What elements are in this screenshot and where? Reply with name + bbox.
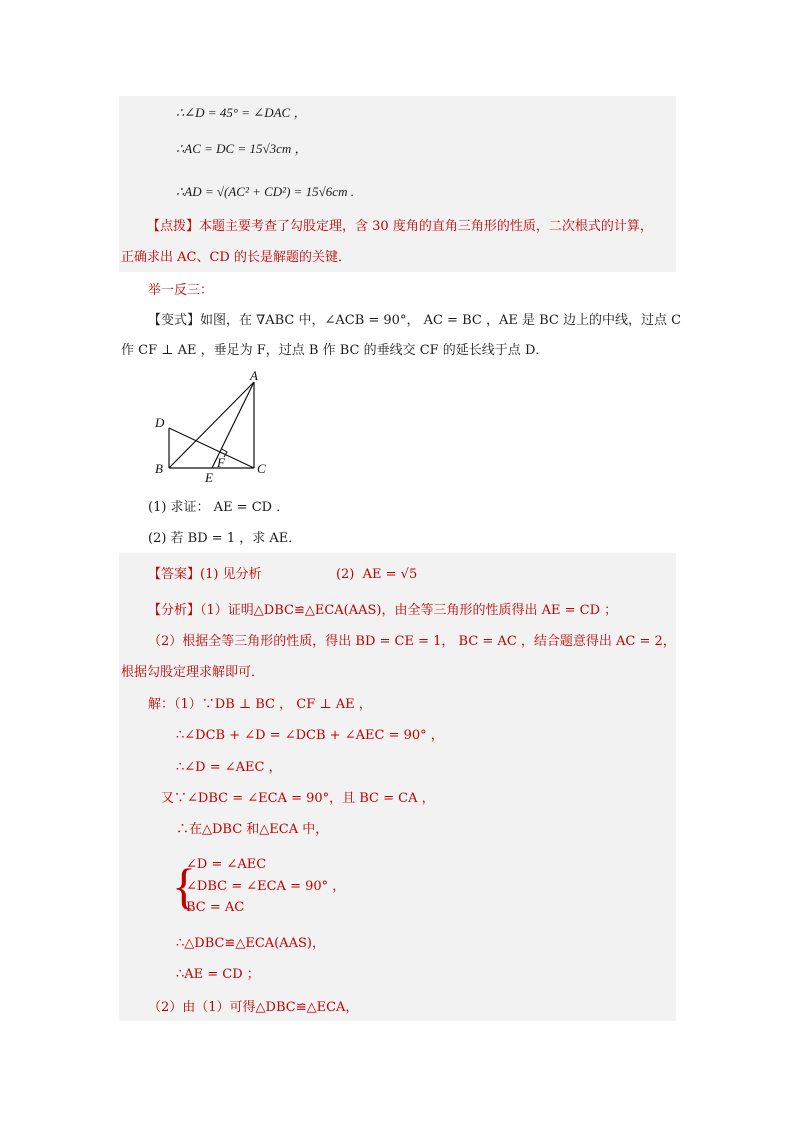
tip-line-1	[147, 218, 653, 236]
brace-line-2: ∠DBC = ∠ECA = 90° ，	[186, 879, 346, 894]
answer-text: (1) 见分析 (2) AE = √5	[200, 567, 418, 582]
analysis-text-1: （1）证明△DBC≌△ECA(AAS)，由全等三角形的性质得出 AE = CD ；	[200, 603, 618, 618]
solution-line-2: ∴∠DCB + ∠D = ∠DCB + ∠AEC = 90° ，	[176, 728, 444, 743]
step-ad: ∴AD = √(AC² + CD²) = 15√6cm .	[176, 184, 354, 199]
label-c: C	[257, 461, 266, 476]
geometry-figure	[150, 368, 280, 488]
solution-line-5: ∴在△DBC 和△ECA 中，	[176, 822, 329, 837]
analysis-line-3: 根据勾股定理求解即可．	[121, 665, 265, 680]
variant-line-2: 作 CF ⊥ AE ，垂足为 F，过点 B 作 BC 的垂线交 CF 的延长线于点 D．	[121, 343, 549, 358]
step-ac-dc: ∴AC = DC = 15√3cm ，	[176, 141, 308, 156]
segment-dc	[169, 428, 254, 468]
analysis-label: 【分析】	[148, 603, 201, 618]
segment-ab	[169, 382, 254, 468]
step-angle-d: ∴∠D = 45° = ∠DAC ，	[176, 105, 307, 120]
label-d: D	[155, 415, 165, 430]
label-e: E	[205, 470, 213, 485]
variant-line-1: 【变式】如图，在 ∇ABC 中，∠ACB = 90°， AC = BC ，AE 是 BC 边上的中线，过点 C	[148, 313, 682, 328]
brace-line-3: BC = AC	[186, 900, 245, 915]
question-2: (2) 若 BD = 1 ，求 AE．	[148, 531, 302, 546]
question-1: (1) 求证： AE = CD ．	[148, 500, 290, 515]
analysis-line-2: （2）根据全等三角形的性质，得出 BD = CE = 1， BC = AC ，结合题意得出 AC = 2，	[148, 634, 676, 649]
answer-line	[148, 566, 417, 584]
solution-line-1: 解：（1）∵DB ⊥ BC ， CF ⊥ AE ，	[148, 697, 372, 712]
solution-line-3: ∴∠D = ∠AEC ，	[176, 760, 282, 775]
system-brace: {	[172, 858, 196, 914]
tip-line-2: 正确求出 AC、CD 的长是解题的关键．	[121, 250, 351, 265]
label-a: A	[250, 368, 258, 383]
answer-label: 【答案】	[148, 567, 201, 582]
brace-line-1: ∠D = ∠AEC	[186, 857, 267, 872]
jyfs-heading: 举一反三：	[148, 283, 214, 298]
analysis-line-1	[148, 602, 617, 620]
solution-line-8: （2）由（1）可得△DBC≌△ECA，	[148, 1000, 359, 1015]
solution-line-7: ∴AE = CD ；	[176, 967, 260, 982]
label-f: F	[217, 455, 225, 470]
solution-line-6: ∴△DBC≌△ECA(AAS)，	[176, 936, 325, 951]
solution-line-4: 又∵∠DBC = ∠ECA = 90°，且 BC = CA ，	[161, 791, 435, 806]
tip-label: 【点拨】	[147, 219, 200, 234]
tip-text-1: 本题主要考查了勾股定理，含 30 度角的直角三角形的性质，二次根式的计算，	[199, 219, 653, 234]
label-b: B	[155, 461, 163, 476]
